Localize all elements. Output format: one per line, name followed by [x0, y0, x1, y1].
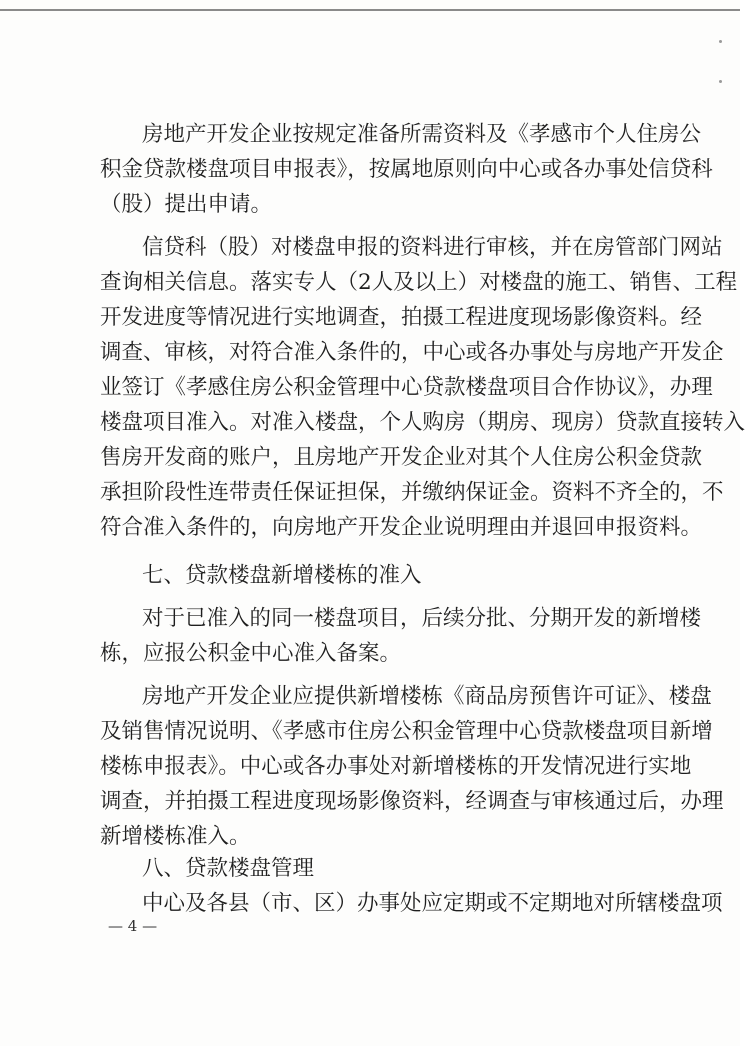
section-heading-8: 八、贷款楼盘管理 — [142, 856, 315, 881]
text-line-p2-3: 开发进度等情况进行实地调查，拍摄工程进度现场影像资料。经 — [100, 305, 703, 330]
text-line-p2-6: 楼盘项目准入。对准入楼盘，个人购房（期房、现房）贷款直接转入 — [100, 410, 745, 435]
scan-mark — [719, 80, 722, 83]
text-line-p4-3: 楼栋申报表》。中心或各办事处对新增楼栋的开发情况进行实地 — [100, 754, 692, 779]
text-line-p2-7: 售房开发商的账户，且房地产开发企业对其个人住房公积金贷款 — [100, 445, 703, 470]
text-line-p1-3: （股）提出申请。 — [100, 192, 273, 217]
page-number: — 4 — — [108, 917, 158, 935]
text-line-p1-1: 房地产开发企业按规定准备所需资料及《孝感市个人住房公 — [142, 122, 702, 147]
text-line-p4-5: 新增楼栋准入。 — [100, 824, 251, 849]
scan-top-edge — [0, 9, 740, 11]
text-line-p2-2: 查询相关信息。落实专人（2人及以上）对楼盘的施工、销售、工程 — [100, 270, 738, 295]
section-heading-7: 七、贷款楼盘新增楼栋的准入 — [142, 563, 422, 588]
text-line-p2-5: 业签订《孝感住房公积金管理中心贷款楼盘项目合作协议》，办理 — [100, 375, 713, 400]
text-line-p2-1: 信贷科（股）对楼盘申报的资料进行审核，并在房管部门网站 — [142, 235, 723, 260]
text-line-p4-1: 房地产开发企业应提供新增楼栋《商品房预售许可证》、楼盘 — [142, 684, 712, 709]
text-line-p5-1: 中心及各县（市、区）办事处应定期或不定期地对所辖楼盘项 — [142, 891, 723, 916]
text-line-p2-9: 符合准入条件的，向房地产开发企业说明理由并退回申报资料。 — [100, 515, 703, 540]
text-line-p3-1: 对于已准入的同一楼盘项目，后续分批、分期开发的新增楼 — [142, 606, 702, 631]
text-line-p2-4: 调查、审核，对符合准入条件的，中心或各办事处与房地产开发企 — [100, 340, 724, 365]
text-line-p3-2: 栋，应报公积金中心准入备案。 — [100, 641, 402, 666]
text-line-p2-8: 承担阶段性连带责任保证担保，并缴纳保证金。资料不齐全的，不 — [100, 480, 724, 505]
text-line-p4-2: 及销售情况说明、《孝感市住房公积金管理中心贷款楼盘项目新增 — [100, 719, 713, 744]
text-line-p1-2: 积金贷款楼盘项目申报表》，按属地原则向中心或各办事处信贷科 — [100, 157, 713, 182]
text-line-p4-4: 调查，并拍摄工程进度现场影像资料，经调查与审核通过后，办理 — [100, 789, 724, 814]
scan-mark — [719, 40, 722, 43]
